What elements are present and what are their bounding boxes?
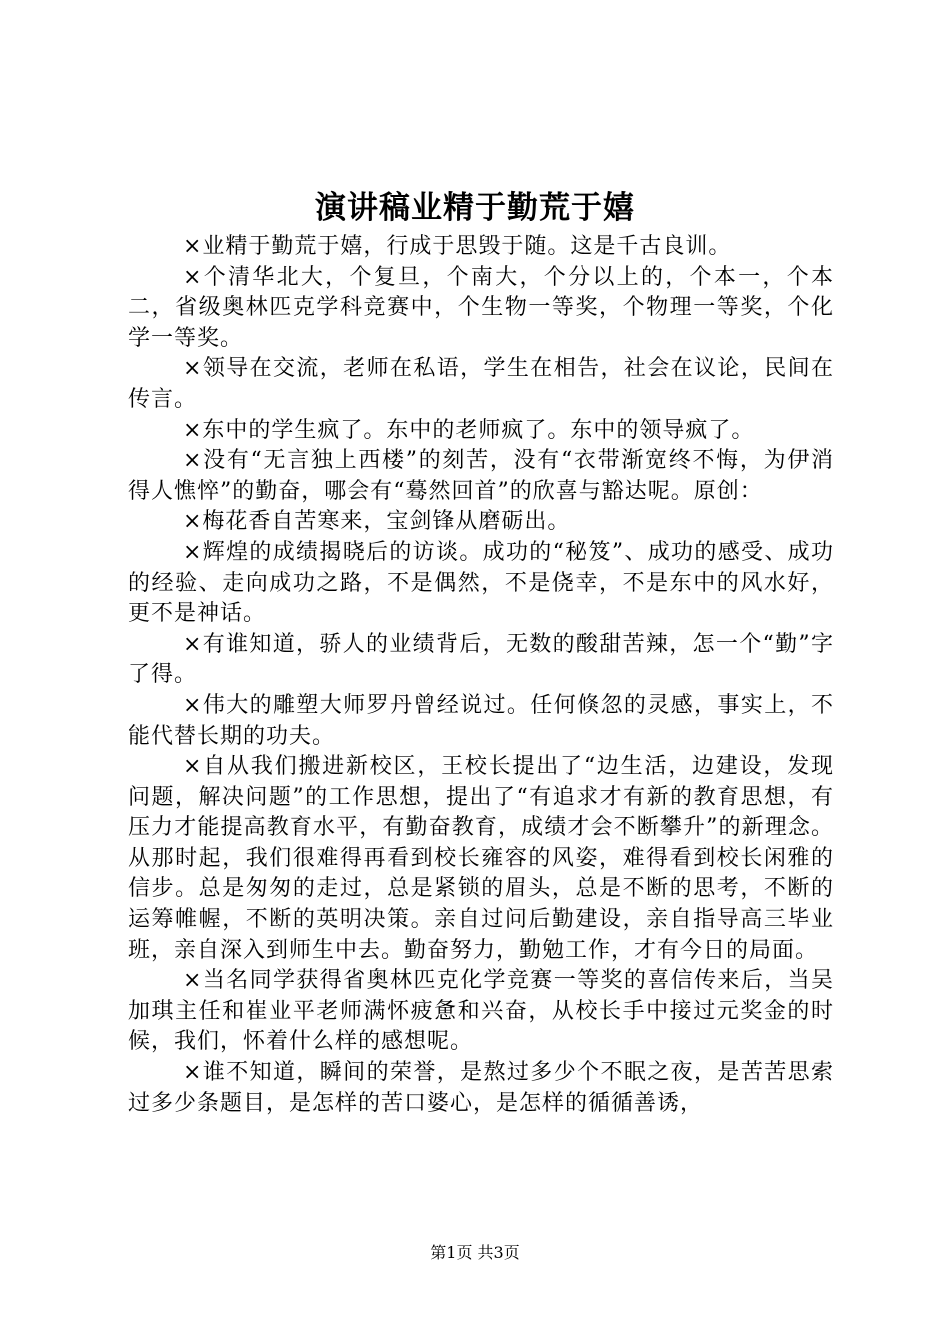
paragraph: ×个清华北大，个复旦，个南大，个分以上的，个本一，个本二，省级奥林匹克学科竞赛中，个生物一等奖，个物理一等奖，个化学一等奖。 xyxy=(128,264,834,351)
paragraph: ×没有“无言独上西楼”的刻苦，没有“衣带渐宽终不悔，为伊消得人憔悴”的勤奋，哪会有“蓦然回首”的欣喜与豁达呢。原创： xyxy=(128,448,834,504)
paragraph: ×辉煌的成绩揭晓后的访谈。成功的“秘笈”、成功的感受、成功的经验、走向成功之路，不是偶然，不是侥幸，不是东中的风水好，更不是神话。 xyxy=(128,539,834,627)
document-body xyxy=(128,232,834,1119)
paragraph: ×伟大的雕塑大师罗丹曾经说过。任何倏忽的灵感，事实上，不能代替长期的功夫。 xyxy=(128,692,834,749)
paragraph: ×东中的学生疯了。东中的老师疯了。东中的领导疯了。 xyxy=(183,417,755,443)
paragraph: ×自从我们搬进新校区，王校长提出了“边生活，边建设，发现问题，解决问题”的工作思想，提出了“有追求才有新的教育思想，有压力才能提高教育水平，有勤奋教育，成绩才会不断攀升”的新理念。从那时起，我们很难得再看到校长雍容的风姿，难得看到校长闲雅的信步。总是匆匆的走过，总是紧锁的眉头，总是不断的思考，不断的运筹帷幄，不断的英明决策。亲自过问后勤建设，亲自指导高三毕业班，亲自深入到师生中去。勤奋努力，勤勉工作，才有今日的局面。 xyxy=(128,754,834,963)
paragraph: ×梅花香自苦寒来，宝剑锋从磨砺出。 xyxy=(183,509,571,535)
paragraph: ×谁不知道，瞬间的荣誉，是熬过多少个不眠之夜，是苦苦思索过多少条题目，是怎样的苦口婆心，是怎样的循循善诱， xyxy=(128,1060,834,1116)
paragraph: ×当名同学获得省奥林匹克化学竞赛一等奖的喜信传来后，当吴加琪主任和崔业平老师满怀疲惫和兴奋，从校长手中接过元奖金的时候，我们，怀着什么样的感想呢。 xyxy=(128,968,834,1055)
document-title: 演讲稿业精于勤荒于嬉 xyxy=(315,190,635,226)
paragraph: ×业精于勤荒于嬉，行成于思毁于随。这是千古良训。 xyxy=(183,234,732,259)
page-footer: 第1页 共3页 xyxy=(430,1243,520,1262)
paragraph: ×有谁知道，骄人的业绩背后，无数的酸甜苦辣，怎一个“勤”字了得。 xyxy=(128,631,834,688)
paragraph: ×领导在交流，老师在私语，学生在相告，社会在议论，民间在传言。 xyxy=(128,356,834,412)
